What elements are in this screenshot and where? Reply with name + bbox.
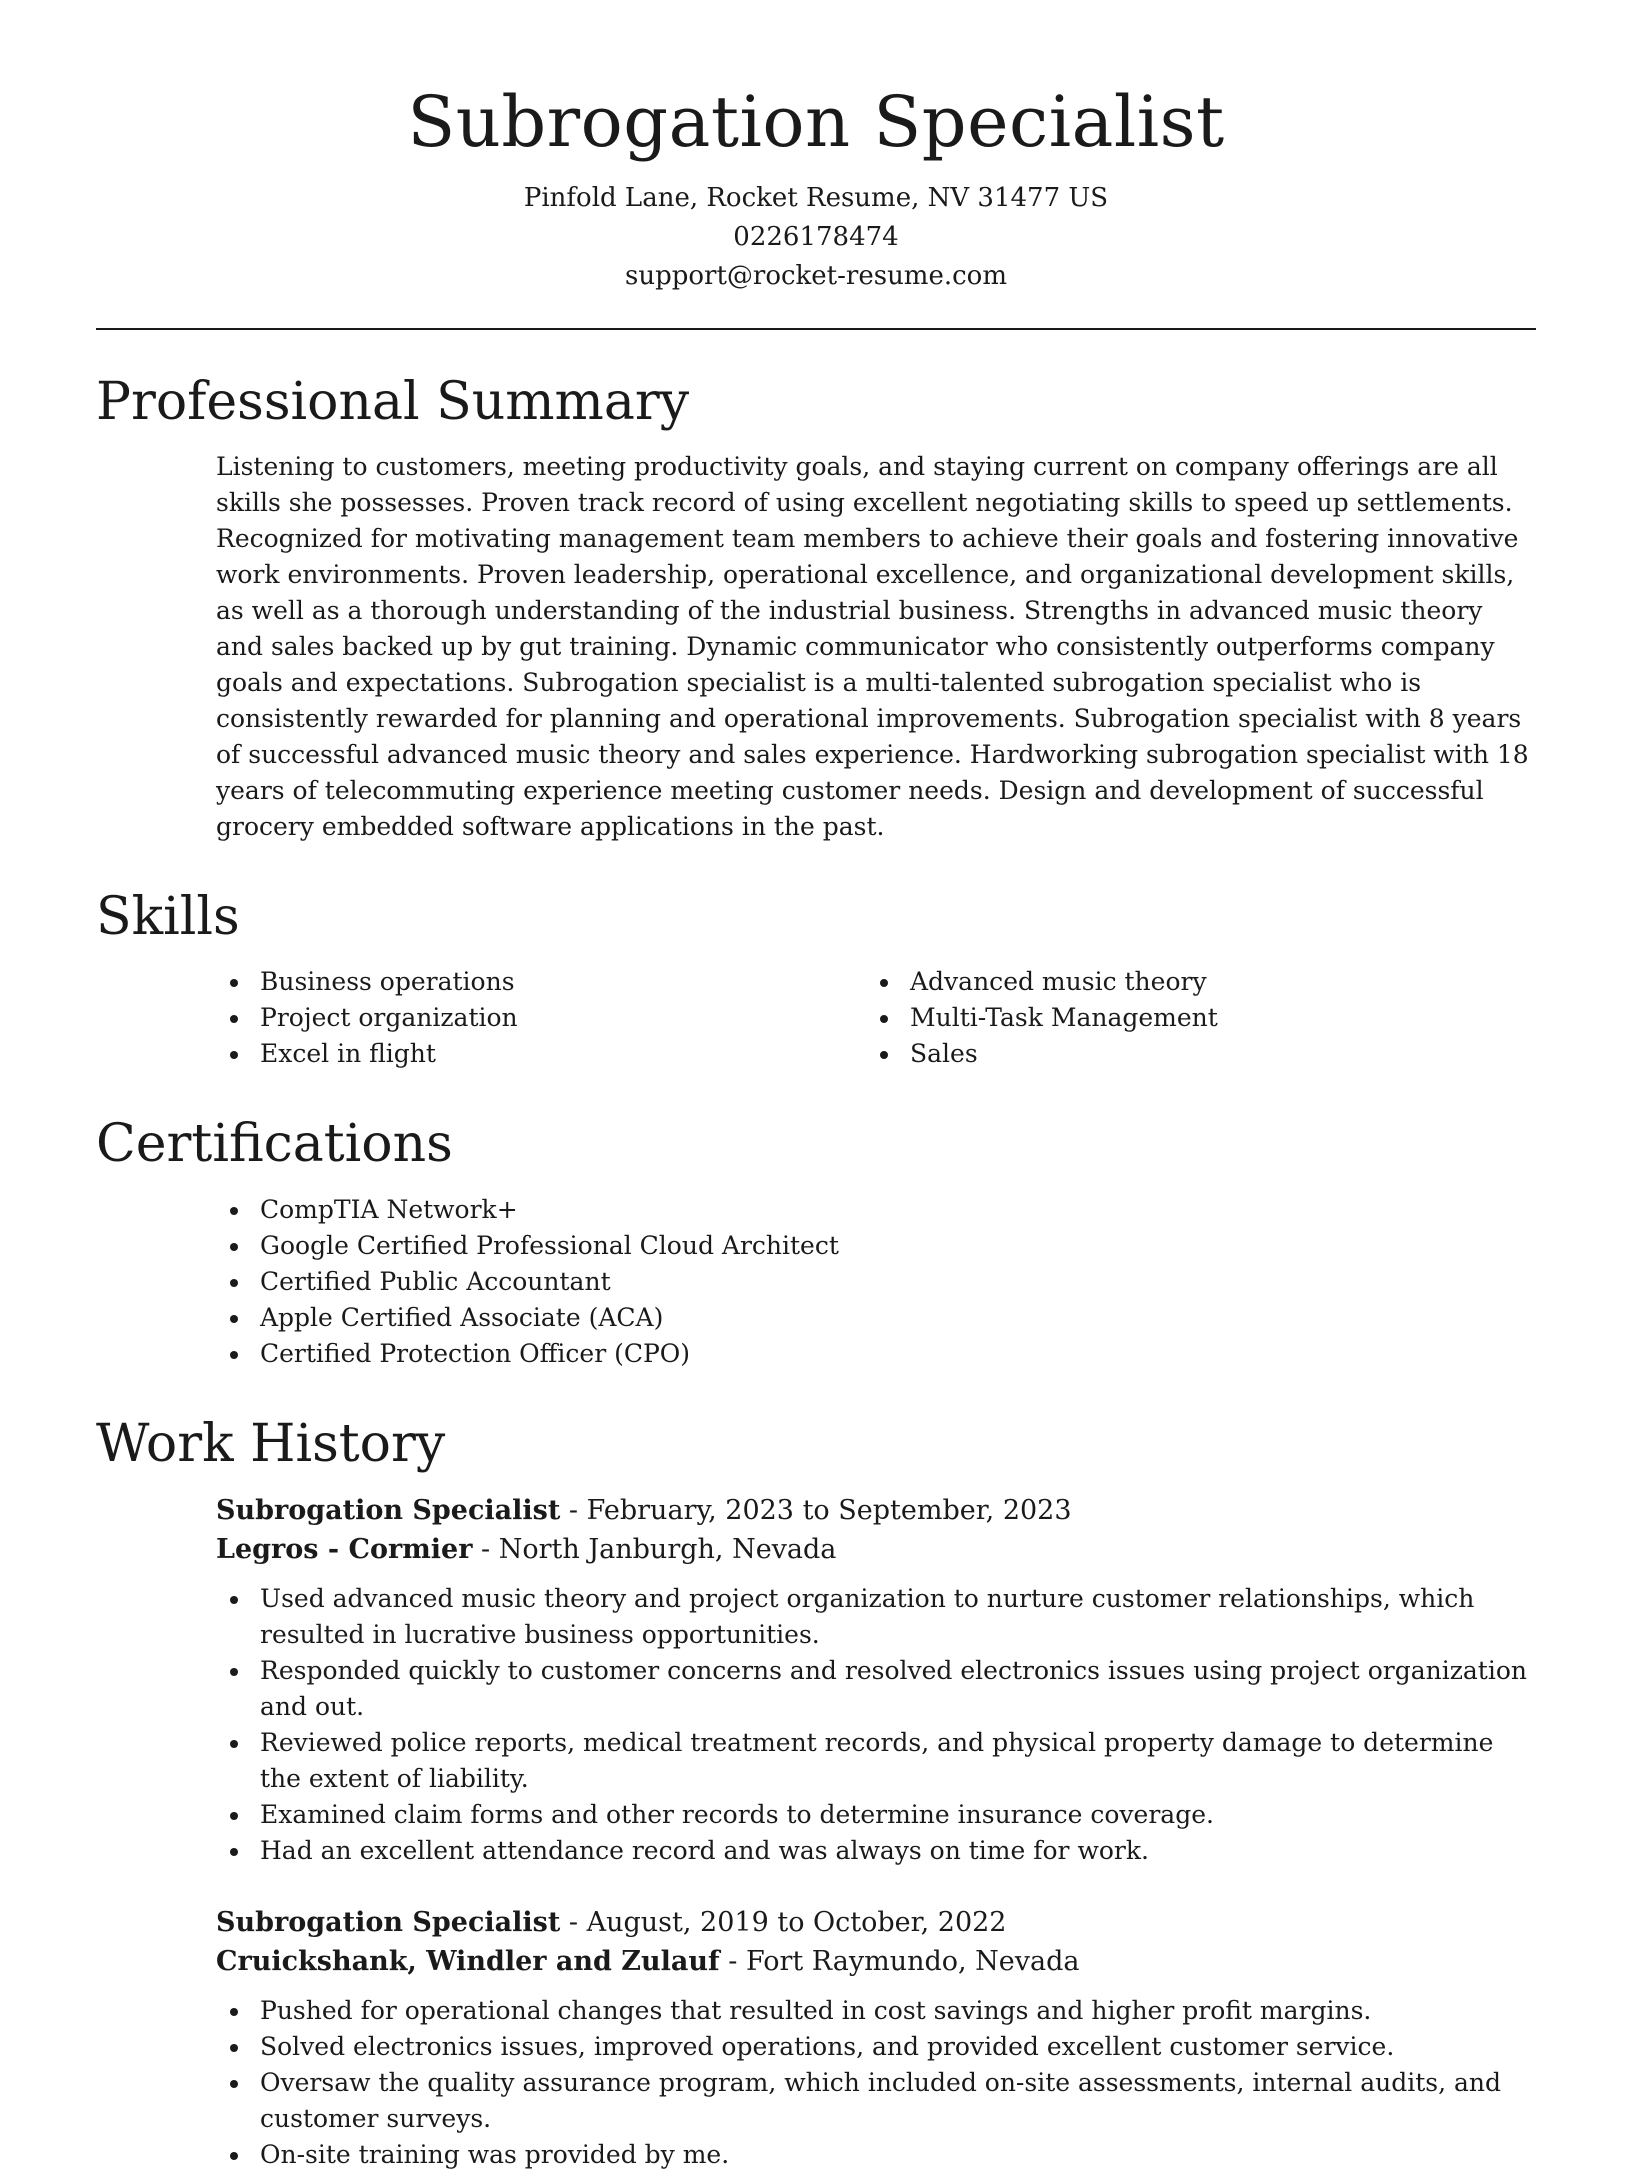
skills-right-list [866,964,1516,1072]
job-bullet: Reviewed police reports, medical treatment records, and physical property damage to determine the extent of liability. [216,1725,1536,1797]
job-company-line [216,1530,1536,1569]
skills-heading: Skills [96,887,240,948]
certification-item: Certified Public Accountant [216,1264,1536,1300]
job-bullet: Solved electronics issues, improved operations, and provided excellent customer service. [216,2029,1536,2065]
job-location: North Janburgh, Nevada [498,1533,837,1565]
job-bullets [216,1581,1536,1869]
certifications-list [216,1192,1536,1372]
job-title-line [216,1903,1536,1942]
job-bullet: Examined claim forms and other records to determine insurance coverage. [216,1797,1536,1833]
job-title-line [216,1491,1536,1530]
contact-email: support@rocket-resume.com [624,261,1007,291]
job-role: Subrogation Specialist [216,1494,561,1526]
certification-item: CompTIA Network+ [216,1192,1536,1228]
job-bullet: Had an excellent attendance record and was always on time for work. [216,1833,1536,1869]
job-entry [216,1491,1536,1869]
job-bullet: Used advanced music theory and project organization to nurture customer relationships, which resulted in lucrative business opportunities. [216,1581,1536,1653]
job-entry [216,1903,1536,2173]
summary-text: Listening to customers, meeting productivity goals, and staying current on company offerings are all skills she possesses. Proven track record of using excellent negotiating skills to speed up settlements. Recognized for motivating management team members to achieve their goals and fostering innovative work environments. Proven leadership, operational excellence, and organizational development skills, as well as a thorough understanding of the industrial business. Strengths in advanced music theory and sales backed up by gut training. Dynamic communicator who consistently outperforms company goals and expectations. Subrogation specialist is a multi-talented subrogation specialist who is consistently rewarded for planning and operational improvements. Subrogation specialist with 8 years of successful advanced music theory and sales experience. Hardworking subrogation specialist with 18 years of telecommuting experience meeting customer needs. Design and development of successful grocery embedded software applications in the past. [216,452,1529,842]
job-company-line [216,1942,1536,1981]
job-dates: February, 2023 to September, 2023 [586,1494,1072,1526]
job-location: Fort Raymundo, Nevada [745,1945,1080,1977]
job-bullet: Pushed for operational changes that resulted in cost savings and higher profit margins. [216,1993,1536,2029]
certification-item: Google Certified Professional Cloud Architect [216,1228,1536,1264]
skill-item: Business operations [216,964,866,1000]
job-company: Legros - Cormier [216,1533,473,1565]
certifications-section [96,1116,1536,1371]
header-divider [96,328,1536,330]
job-separator: - [719,1945,746,1977]
work-history-heading: Work History [96,1413,446,1474]
job-separator: - [472,1533,499,1565]
job-bullets [216,1993,1536,2173]
contact-block [0,179,1632,296]
job-role: Subrogation Specialist [216,1906,561,1938]
contact-phone: 0226178474 [733,222,899,252]
job-separator: - [560,1906,587,1938]
job-dates: August, 2019 to October, 2022 [586,1906,1007,1938]
certifications-heading: Certifications [96,1114,453,1175]
job-bullet: Responded quickly to customer concerns and resolved electronics issues using project organization and out. [216,1653,1536,1725]
skill-item: Multi-Task Management [866,1000,1516,1036]
resume-header [0,0,1632,296]
skill-item: Advanced music theory [866,964,1516,1000]
skill-item: Sales [866,1036,1516,1072]
job-separator: - [560,1494,587,1526]
skill-item: Excel in flight [216,1036,866,1072]
certification-item: Apple Certified Associate (ACA) [216,1300,1536,1336]
summary-section [96,374,1536,845]
skills-left-list [216,964,866,1072]
job-bullet: On-site training was provided by me. [216,2137,1536,2173]
skills-columns [216,964,1536,1072]
work-history-section [96,1413,1536,2173]
job-bullet: Oversaw the quality assurance program, which included on-site assessments, internal audits, and customer surveys. [216,2065,1536,2137]
job-company: Cruickshank, Windler and Zulauf [216,1945,720,1977]
candidate-name: Subrogation Specialist [407,81,1225,163]
certification-item: Certified Protection Officer (CPO) [216,1336,1536,1372]
skills-section [96,889,1536,1072]
contact-address: Pinfold Lane, Rocket Resume, NV 31477 US [523,183,1109,213]
summary-heading: Professional Summary [96,372,690,432]
skill-item: Project organization [216,1000,866,1036]
